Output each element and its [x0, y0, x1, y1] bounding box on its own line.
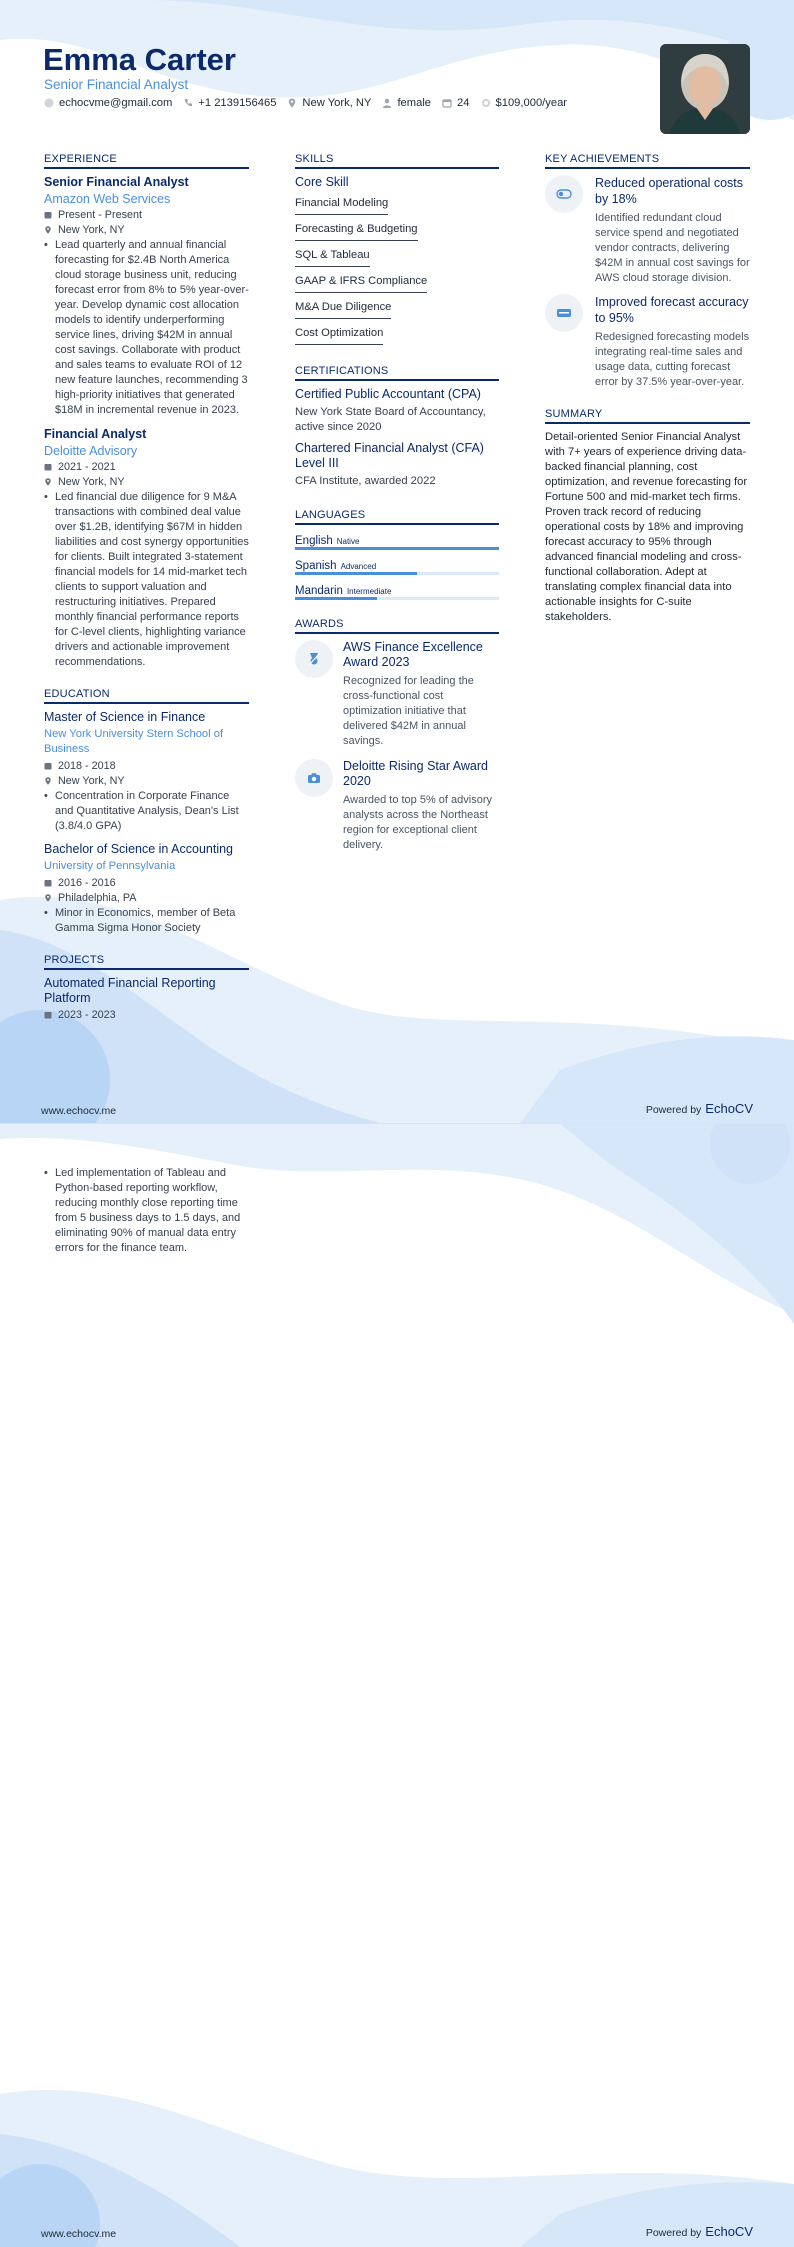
- school-name: New York University Stern School of Business: [44, 728, 224, 755]
- degree-title: Master of Science in Finance: [44, 710, 206, 724]
- experience-section-title: EXPERIENCE: [44, 153, 249, 169]
- contact-location: [287, 97, 371, 109]
- resume-page-2: [0, 1123, 794, 2247]
- certification-item: [295, 441, 499, 489]
- job-dates: 2021 - 2021: [44, 461, 249, 473]
- core-skill-heading: Core Skill: [295, 175, 349, 189]
- camera-icon: [295, 759, 333, 797]
- education-location: New York, NY: [44, 775, 249, 787]
- language-bar-track: [295, 597, 499, 600]
- experience-item: [44, 175, 249, 418]
- language-bar-fill: [295, 572, 417, 575]
- contact-gender: [382, 97, 431, 109]
- candidate-role: Senior Financial Analyst: [44, 77, 189, 92]
- job-bullet: • Led financial due diligence for 9 M&A transactions with combined deal value over $1.2B, identifying $67M in hidden liabilities and cost synergy opportunities for clients. Built integrated 3-statement financial models for 14 mid-market tech clients to support valuation and restructuring initiatives. Prepared monthly financial performance reports for C-level clients, highlighting variance drivers and actionable improvement recommendations.: [44, 491, 249, 668]
- language-item: [295, 531, 499, 556]
- right-column: [545, 153, 750, 625]
- footer-brand: EchoCV: [705, 1101, 753, 1116]
- coin-icon: [481, 98, 491, 108]
- job-dates: Present - Present: [44, 209, 249, 221]
- footer-powered-text: Powered by: [645, 2227, 702, 2239]
- project-bullet: • Led implementation of Tableau and Python-based reporting workflow, reducing monthly close reporting time from 5 business days to 1.5 days, and eliminating 90% of manual data entry errors for the finance team.: [44, 1167, 241, 1254]
- calendar-icon: [44, 762, 52, 770]
- certification-title: Chartered Financial Analyst (CFA) Level III: [295, 441, 484, 470]
- award-item: [295, 759, 499, 853]
- skill-item: M&A Due Diligence: [295, 295, 391, 319]
- summary-section-title: SUMMARY: [545, 408, 750, 424]
- email-icon: [44, 98, 54, 108]
- language-level: Advanced: [340, 562, 377, 571]
- contact-phone[interactable]: [183, 97, 276, 109]
- certification-issuer: New York State Board of Accountancy, active since 2020: [295, 406, 486, 433]
- medal-icon: [295, 640, 333, 678]
- company-name: Deloitte Advisory: [44, 444, 138, 458]
- skill-item: SQL & Tableau: [295, 243, 370, 267]
- degree-title: Bachelor of Science in Accounting: [44, 842, 234, 856]
- contact-row: [44, 97, 578, 109]
- achievements-section-title: KEY ACHIEVEMENTS: [545, 153, 750, 169]
- job-title: Senior Financial Analyst: [44, 175, 189, 189]
- award-item: [295, 640, 499, 749]
- education-item: [44, 842, 249, 936]
- age-text: 24: [457, 97, 470, 109]
- email-text: echocvme@gmail.com: [59, 97, 173, 109]
- summary-text: Detail-oriented Senior Financial Analyst with 7+ years of experience driving data-backed financial planning, cost optimization, and revenue forecasting for Fortune 500 and mid-market tech firms. Proven track record of reducing operational costs by 18% and improving forecast accuracy to 95% through advanced financial modeling and cross-functional collaboration. Adept at translating complex financial data into actionable insights for C-suite stakeholders.: [545, 431, 748, 623]
- award-description: Awarded to top 5% of advisory analysts across the Northeast region for exceptional client delivery.: [343, 794, 492, 851]
- certification-item: [295, 387, 499, 435]
- footer-powered-by: [646, 2224, 753, 2239]
- location-pin-icon: [44, 478, 52, 486]
- skill-item: GAAP & IFRS Compliance: [295, 269, 427, 293]
- project-dates: 2023 - 2023: [44, 1009, 249, 1021]
- skills-section-title: SKILLS: [295, 153, 499, 169]
- achievement-description: Identified redundant cloud service spend and negotiated vendor contracts, delivering $42M in annual cost savings for AWS cloud storage division.: [595, 212, 750, 284]
- language-level: Native: [336, 537, 360, 546]
- project-item: [44, 976, 249, 1021]
- calendar-icon: [44, 879, 52, 887]
- calendar-icon: [44, 463, 52, 471]
- location-text: New York, NY: [302, 97, 372, 109]
- language-item: [295, 581, 499, 606]
- skill-item: Forecasting & Budgeting: [295, 217, 418, 241]
- skill-item: Cost Optimization: [295, 321, 383, 345]
- footer-powered-by: [646, 1101, 753, 1116]
- languages-section-title: LANGUAGES: [295, 509, 499, 525]
- skill-item: Financial Modeling: [295, 191, 388, 215]
- skill-row: [295, 321, 499, 347]
- skill-row: [295, 191, 499, 217]
- calendar-icon: [44, 211, 52, 219]
- experience-item: [44, 427, 249, 670]
- education-section-title: EDUCATION: [44, 688, 249, 704]
- projects-section-title: PROJECTS: [44, 954, 249, 970]
- language-bar-fill: [295, 597, 377, 600]
- achievement-item: [545, 294, 750, 390]
- location-pin-icon: [287, 98, 297, 108]
- resume-page-1: [0, 0, 794, 1123]
- education-bullet: • Minor in Economics, member of Beta Gamma Sigma Honor Society: [44, 907, 236, 934]
- left-column: [44, 153, 249, 1021]
- job-title: Financial Analyst: [44, 427, 147, 441]
- footer-powered-text: Powered by: [645, 1104, 702, 1116]
- education-location: Philadelphia, PA: [44, 892, 249, 904]
- phone-text: +1 2139156465: [198, 97, 277, 109]
- certification-issuer: CFA Institute, awarded 2022: [295, 475, 436, 487]
- achievement-item: [545, 175, 750, 286]
- language-bar-track: [295, 547, 499, 550]
- location-pin-icon: [44, 894, 52, 902]
- achievement-title: Reduced operational costs by 18%: [595, 176, 744, 206]
- footer-website-link[interactable]: www.echocv.me: [41, 2228, 117, 2240]
- profile-photo: [660, 44, 750, 134]
- skill-row: [295, 217, 499, 243]
- education-item: [44, 710, 249, 834]
- toggle-icon: [545, 175, 583, 213]
- salary-text: $109,000/year: [495, 97, 568, 109]
- awards-section-title: AWARDS: [295, 618, 499, 634]
- achievement-description: Redesigned forecasting models integrating real-time sales and usage data, cutting forecast error by 37.5% year-over-year.: [595, 331, 750, 388]
- company-name: Amazon Web Services: [44, 192, 171, 206]
- language-level: Intermediate: [346, 587, 392, 596]
- project-title: Automated Financial Reporting Platform: [44, 976, 216, 1005]
- language-name: Mandarin: [295, 585, 343, 597]
- education-bullet: • Concentration in Corporate Finance and Quantitative Analysis, Dean's List (3.8/4.0 GPA): [44, 790, 239, 832]
- middle-column: [295, 153, 499, 853]
- person-icon: [382, 98, 392, 108]
- contact-email[interactable]: [44, 97, 172, 109]
- education-dates: 2016 - 2016: [44, 877, 249, 889]
- job-location: New York, NY: [44, 224, 249, 236]
- award-description: Recognized for leading the cross-functional cost optimization initiative that delivered $42M in annual savings.: [343, 675, 474, 747]
- language-bar-fill: [295, 547, 499, 550]
- gender-text: female: [397, 97, 432, 109]
- skill-row: [295, 269, 499, 295]
- language-name: Spanish: [295, 560, 337, 572]
- footer-brand: EchoCV: [705, 2224, 753, 2239]
- job-bullet: • Lead quarterly and annual financial forecasting for $2.4B North America cloud storage business unit, reducing forecast error from 8% to 5% year-over-year. Develop dynamic cost allocation models to identify underperforming service lines, driving $42M in annual cost savings. Collaborate with product and sales teams to evaluate ROI of 12 new feature launches, recommending 3 high-priority initiatives that generated $18M in incremental revenue in 2023.: [44, 239, 249, 416]
- language-bar-track: [295, 572, 499, 575]
- left-column-continued: [44, 1164, 249, 1256]
- card-icon: [545, 294, 583, 332]
- award-title: AWS Finance Excellence Award 2023: [343, 640, 483, 669]
- skill-row: [295, 295, 499, 321]
- footer-website-link[interactable]: www.echocv.me: [41, 1105, 117, 1117]
- portrait-image: [660, 44, 750, 134]
- skill-row: [295, 243, 499, 269]
- contact-age: [442, 97, 469, 109]
- location-pin-icon: [44, 226, 52, 234]
- location-pin-icon: [44, 777, 52, 785]
- job-location: New York, NY: [44, 476, 249, 488]
- calendar-icon: [442, 98, 452, 108]
- award-title: Deloitte Rising Star Award 2020: [343, 759, 488, 788]
- phone-icon: [183, 98, 193, 108]
- achievement-title: Improved forecast accuracy to 95%: [595, 295, 749, 325]
- certification-title: Certified Public Accountant (CPA): [295, 387, 481, 401]
- calendar-icon: [44, 1011, 52, 1019]
- certifications-section-title: CERTIFICATIONS: [295, 365, 499, 381]
- contact-salary: [481, 97, 568, 109]
- language-item: [295, 556, 499, 581]
- candidate-name: Emma Carter: [43, 42, 236, 77]
- education-dates: 2018 - 2018: [44, 760, 249, 772]
- language-name: English: [295, 535, 333, 547]
- school-name: University of Pennsylvania: [44, 860, 176, 872]
